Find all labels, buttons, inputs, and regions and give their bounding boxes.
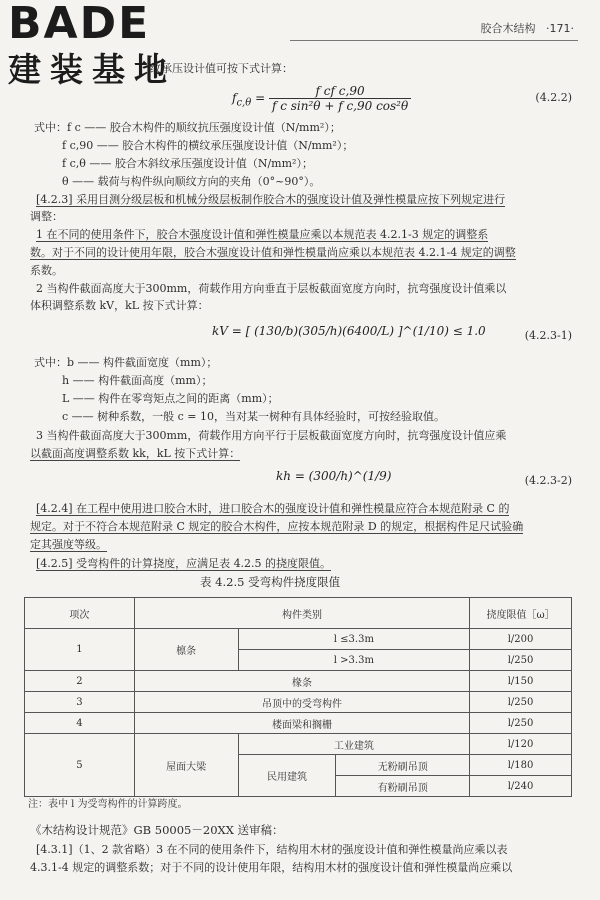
table-note: 注：表中 l 为受弯构件的计算跨度。 <box>28 799 188 810</box>
logo-chinese: 建装基地 <box>8 50 176 89</box>
eq-lhs: f <box>232 91 237 105</box>
th-limit: 挠度限值［ω］ <box>470 598 572 629</box>
th-item: 项次 <box>25 598 135 629</box>
eq-fraction <box>269 84 411 113</box>
table-row: 3 吊顶中的受弯构件 l/250 <box>25 692 572 713</box>
running-header <box>481 20 575 36</box>
def-b: 式中：b —— 构件截面宽度（mm）； <box>34 356 218 369</box>
equation-4-2-3-2: kh = (300/h)^(1/9) <box>276 469 392 483</box>
clause-4-2-4-line-3: 定其强度等级。 <box>30 538 107 551</box>
clause-4-3-1-line-1: [4.3.1]（1、2 款省略）3 在不同的使用条件下，结构用木材的强度设计值和弹性模量尚应乘以表 <box>36 843 508 856</box>
eq-denominator: f c sin²θ + f c,90 cos²θ <box>271 99 409 113</box>
table-header-row <box>25 598 572 629</box>
equation-4-2-2: $f_{c,\theta}$ = $\frac{\text{f cf c,90}}{\text{f c sin²θ + f c,90 cos²θ}}$ <box>232 84 411 113</box>
table-row: 1 檩条 l ≤3.3m l/200 <box>25 629 572 650</box>
eq-number-4-2-3-2: (4.2.3-2) <box>524 474 572 487</box>
table-caption: 表 4.2.5 受弯构件挠度限值 <box>200 575 341 589</box>
clause-4-2-3: [4.2.3] 采用目测分级层板和机械分级层板制作胶合木的强度设计值及弹性模量应按下列规定进行 <box>36 193 506 206</box>
item-1-line-1: 1 在不同的使用条件下，胶合木强度设计值和弹性模量应乘以本规范表 4.2.1-3 规定的调整系 <box>36 228 489 241</box>
review-title: 《木结构设计规范》GB 50005－20XX 送审稿： <box>30 823 284 837</box>
def-c: c —— 树种系数，一般 c = 10，当对某一树种有具体经验时，可按经验取值。 <box>62 410 446 423</box>
equation-4-2-3-1: kV = [ (130/b)(305/h)(6400/L) ]^(1/10) ≤ 1.0 <box>212 324 486 338</box>
clause-4-2-5: [4.2.5] 受弯构件的计算挠度，应满足表 4.2.5 的挠度限值。 <box>36 557 332 570</box>
item-2-line-1: 2 当构件截面高度大于300mm，荷载作用方向垂直于层板截面宽度方向时，抗弯强度设计值乘以 <box>36 282 507 295</box>
item-1-line-3: 系数。 <box>30 264 63 277</box>
eq-numerator: f cf c,90 <box>269 84 411 99</box>
eq-number-4-2-2: (4.2.2) <box>535 91 572 104</box>
def-theta: θ —— 载荷与构件纵向顺纹方向的夹角（0°~90°）。 <box>62 175 321 188</box>
running-title: 胶合木结构 <box>480 22 536 35</box>
table-row: 2 椽条 l/150 <box>25 671 572 692</box>
page-number: ·171· <box>546 22 574 35</box>
def-fc90: f c,90 —— 胶合木构件的横纹承压强度设计值（N/mm²）； <box>62 139 354 152</box>
clause-4-2-3-cont: 调整： <box>30 210 63 223</box>
eq-number-4-2-3-1: (4.2.3-1) <box>524 329 572 342</box>
clause-4-3-1-line-2: 4.3.1-4 规定的调整系数；对于不同的设计使用年限，结构用木材的强度设计值和弹性模量尚应乘以 <box>30 861 513 874</box>
clause-4-2-4-line-1: [4.2.4] 在工程中使用进口胶合木时，进口胶合木的强度设计值和弹性模量应符合本规范附录 C 的 <box>36 502 510 515</box>
table-row: 民用建筑 无粉刷吊顶 l/180 <box>25 755 572 776</box>
table-row: l >3.3m l/250 <box>25 650 572 671</box>
table-row: 5 屋面大梁 工业建筑 l/120 <box>25 734 572 755</box>
clause-4-2-4-line-2: 规定。对于不符合本规范附录 C 规定的胶合木构件，应按本规范附录 D 的规定，根据构件足尺试验确 <box>30 520 524 533</box>
item-3-line-2: 以截面高度调整系数 kk，kL 按下式计算： <box>30 447 241 460</box>
logo-bade: BADE <box>8 0 151 49</box>
header-rule <box>290 40 578 41</box>
item-1-line-2: 数。对于不同的设计使用年限，胶合木强度设计值和弹性模量尚应乘以本规范表 4.2.1-4 规定的调整 <box>30 246 516 259</box>
item-2-line-2: 体积调整系数 kV，kL 按下式计算： <box>30 299 209 312</box>
deflection-table <box>24 597 572 797</box>
def-fc: 式中：f c —— 胶合木构件的顺纹抗压强度设计值（N/mm²）； <box>34 121 341 134</box>
th-category: 构件类别 <box>134 598 469 629</box>
table-row: 有粉刷吊顶 l/240 <box>25 776 572 797</box>
def-fctheta: f c,θ —— 胶合木斜纹承压强度设计值（N/mm²）； <box>62 157 313 170</box>
item-3-line-1: 3 当构件截面高度大于300mm，荷载作用方向平行于层板截面宽度方向时，抗弯强度设计值应乘 <box>36 429 507 442</box>
def-l: L —— 构件在零弯矩点之间的距离（mm）； <box>62 392 279 405</box>
table-row: 4 楼面梁和搁栅 l/250 <box>25 713 572 734</box>
eq-lhs-sub: c,θ <box>236 97 252 109</box>
def-h: h —— 构件截面高度（mm）； <box>62 374 213 387</box>
intro-line: 纹承压设计值可按下式计算： <box>150 62 293 75</box>
